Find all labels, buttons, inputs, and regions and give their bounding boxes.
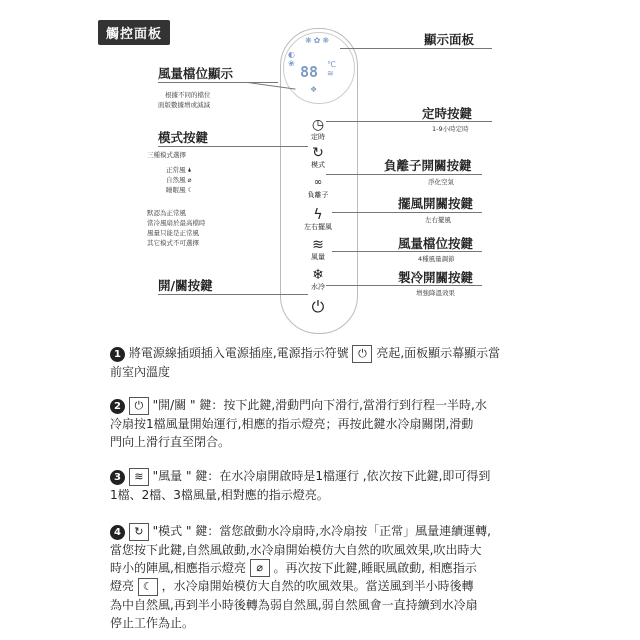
mode-note: 三種模式選擇 [147,151,186,159]
cool-note: 增強降溫效果 [416,289,455,297]
mode-natural: 自然風 ⌀ [166,176,192,184]
power-button[interactable] [293,297,343,316]
power-icon: ⏻ [311,297,325,316]
snowflake-icon: ❄ [312,267,324,283]
step-3: 3 ≋ "風量 " 鍵：在水冷扇開啟時是1檔運行 ,依次按下此鍵,即可得到 1檔、2檔、3檔風量,相對應的指示燈亮。 [110,469,491,502]
ion-button-label: 負離子開關按鍵 [384,158,472,173]
ion-icon: ∞ [313,177,323,188]
ion-button[interactable]: ∞ 負離子 [293,176,343,200]
power-button-label: 開/關按鍵 [158,278,213,293]
swing-button[interactable]: ϟ 左右擺風 [293,208,343,232]
mode-button[interactable]: ↻ 模式 [293,146,343,170]
fan-level-note-2: 面版數據增或減減 [158,101,210,109]
step-1: 1 將電源線插頭插入電源插座,電源指示符號 ⏻ 亮起,面板顯示幕顯示當 前室內溫度 [110,346,501,379]
mode-default-4: 其它模式不可選擇 [147,239,199,247]
fan-waves-icon: ≋ [312,237,324,253]
display-celsius: ℃ ≋ [327,60,336,78]
fan-level-note-1: 根據不同的檔位 [165,91,211,99]
cool-button-label: 製冷開關按鍵 [398,270,474,285]
display-left-icons: ◐ ❀ [288,50,295,68]
fan-waves-icon: ≋ [129,468,149,486]
section-tag: 觸控面板 [98,20,170,45]
ion-note: 淨化空氣 [428,178,454,186]
cool-button[interactable]: ❄ 水冷 [293,268,343,292]
display-top-icons: ❋✿❋ [304,36,332,45]
mode-default-2: 當冷風扇於最高檔時 [147,219,206,227]
display-digits: 88 [300,63,319,81]
sleep-wind-icon: ☾ [187,186,194,194]
fan-button[interactable]: ≋ 風量 [293,238,343,262]
mode-icon: ↻ [129,523,149,541]
display-panel-label: 顯示面板 [424,32,475,47]
fan-button-label: 風量檔位按鍵 [398,236,474,251]
mode-default-3: 風量只能是正常風 [147,229,199,237]
mode-sleep: 睡眠風 ☾ [166,186,194,194]
swing-button-label: 擺風開關按鍵 [398,196,474,211]
mode-normal: 正常風 🌢 [166,166,192,174]
sleep-wind-icon: ☾ [138,578,158,596]
power-icon: ⏻ [129,397,149,415]
fan-level-display-label: 風量檔位顯示 [158,66,234,81]
step-4: 4 ↻ "模式 " 鍵：當您啟動水冷扇時,水冷扇按「正常」風量連續運轉, 當您按下此鍵,自然風啟動,水冷扇開始模仿大自然的吹風效果,吹出時大 時小的陣風,相應指示燈亮 ⌀ 。再次按下此鍵,睡眠風啟動, 相應指示 燈亮 ☾ ，水冷扇開始模仿大自然的吹風效果。當送風到半小時後轉 為中自然風,再到半小時後轉為弱自然風,弱自然風會一直持續到水冷扇 停止工作為止。 [110,524,491,630]
power-icon: ⏻ [352,345,372,363]
normal-wind-icon: 🌢 [187,166,192,174]
clock-icon: ◷ [311,117,325,133]
timer-note: 1-9小時定時 [432,125,469,133]
display-bottom-icon: ❖ [310,85,318,94]
step-2: 2 ⏻ "開/關 " 鍵：按下此鍵,滑動門向下滑行,當滑行到行程一半時,水 冷扇按1檔風量開始運行,相應的指示燈亮；再按此鍵水冷扇關閉,滑動 門向上滑行直至閉合。 [110,398,487,449]
natural-wind-icon: ⌀ [187,176,192,184]
fan-note: 4種風量調節 [418,255,455,263]
swing-icon: ϟ [313,207,323,223]
mode-icon: ↻ [312,145,324,161]
mode-button-label: 模式按鍵 [158,130,209,145]
natural-wind-icon: ⌀ [250,559,270,577]
mode-default-1: 默認為正常風 [147,209,186,217]
timer-button[interactable]: ◷ 定時 [293,118,343,142]
swing-note: 左右擺風 [425,216,451,224]
timer-button-label: 定時按鍵 [422,106,473,121]
